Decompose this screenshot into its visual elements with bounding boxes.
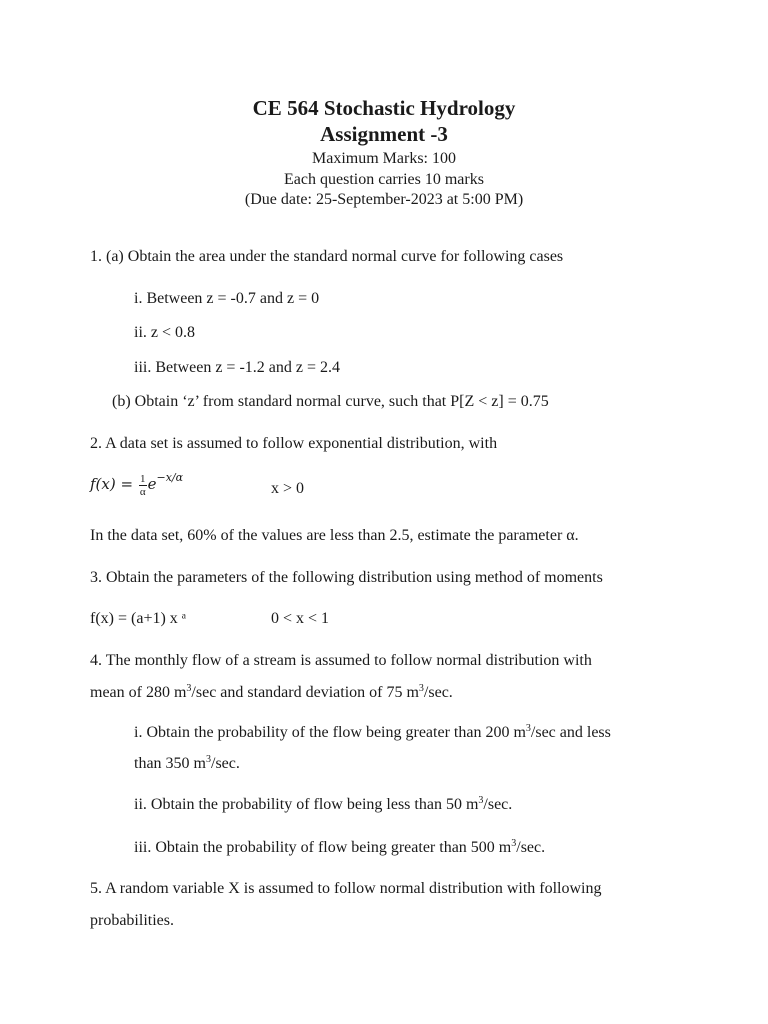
course-title: CE 564 Stochastic Hydrology — [252, 96, 516, 120]
question-4-stem-line-1: 4. The monthly flow of a stream is assumed to follow normal distribution with — [90, 652, 592, 669]
question-1-case-iii: iii. Between z = -1.2 and z = 2.4 — [134, 359, 340, 376]
question-3-formula: f(x) = (a+1) x ᵃ — [90, 610, 187, 627]
question-2-stem: 2. A data set is assumed to follow exponential distribution, with — [90, 435, 498, 452]
question-1-stem: 1. (a) Obtain the area under the standard normal curve for following cases — [90, 248, 564, 265]
due-date: (Due date: 25-September-2023 at 5:00 PM) — [244, 191, 524, 208]
question-3-domain: 0 < x < 1 — [271, 610, 330, 627]
max-marks: Maximum Marks: 100 — [312, 150, 456, 167]
formula-fraction — [139, 473, 147, 498]
question-5-line-1: 5. A random variable X is assumed to follow normal distribution with following — [90, 880, 602, 897]
marks-per-question: Each question carries 10 marks — [284, 171, 484, 188]
fraction-denominator: α — [139, 485, 146, 498]
question-4-part-ii: ii. Obtain the probability of flow being less than 50 $m^3/\sec$. — [134, 795, 513, 813]
question-3-stem: 3. Obtain the parameters of the following distribution using method of moments — [90, 569, 603, 586]
question-2-followup: In the data set, 60% of the values are less than 2.5, estimate the parameter α. — [90, 527, 579, 544]
formula-exponent: −x/α — [156, 471, 184, 484]
formula-lhs: f(x) = — [90, 475, 138, 493]
fraction-numerator: 1 — [139, 472, 146, 485]
assignment-title: Assignment -3 — [320, 122, 448, 146]
question-2-domain: x > 0 — [271, 480, 305, 497]
question-4-part-iii: iii. Obtain the probability of flow being greater than 500 $m^3/\sec$. — [134, 838, 546, 856]
question-5-line-2: probabilities. — [90, 912, 174, 929]
question-1-part-b: (b) Obtain ‘z’ from standard normal curve, such that P[Z < z] = 0.75 — [112, 393, 549, 410]
formula-base: e — [147, 475, 157, 493]
question-1-case-ii: ii. z < 0.8 — [134, 324, 196, 341]
question-1-case-i: i. Between z = -0.7 and z = 0 — [134, 290, 320, 307]
question-4-part-i-line-1: i. Obtain the probability of the flow being greater than 200 $m^3/\sec$ and less — [134, 723, 611, 741]
exponential-pdf-formula — [90, 471, 183, 507]
question-4-stem-line-2: mean of 280 $m^3/\sec$ and standard deviation of 75 $m^3/\sec$. — [90, 683, 453, 701]
question-4-part-i-line-2: than 350 $m^3/\sec$. — [134, 754, 240, 772]
